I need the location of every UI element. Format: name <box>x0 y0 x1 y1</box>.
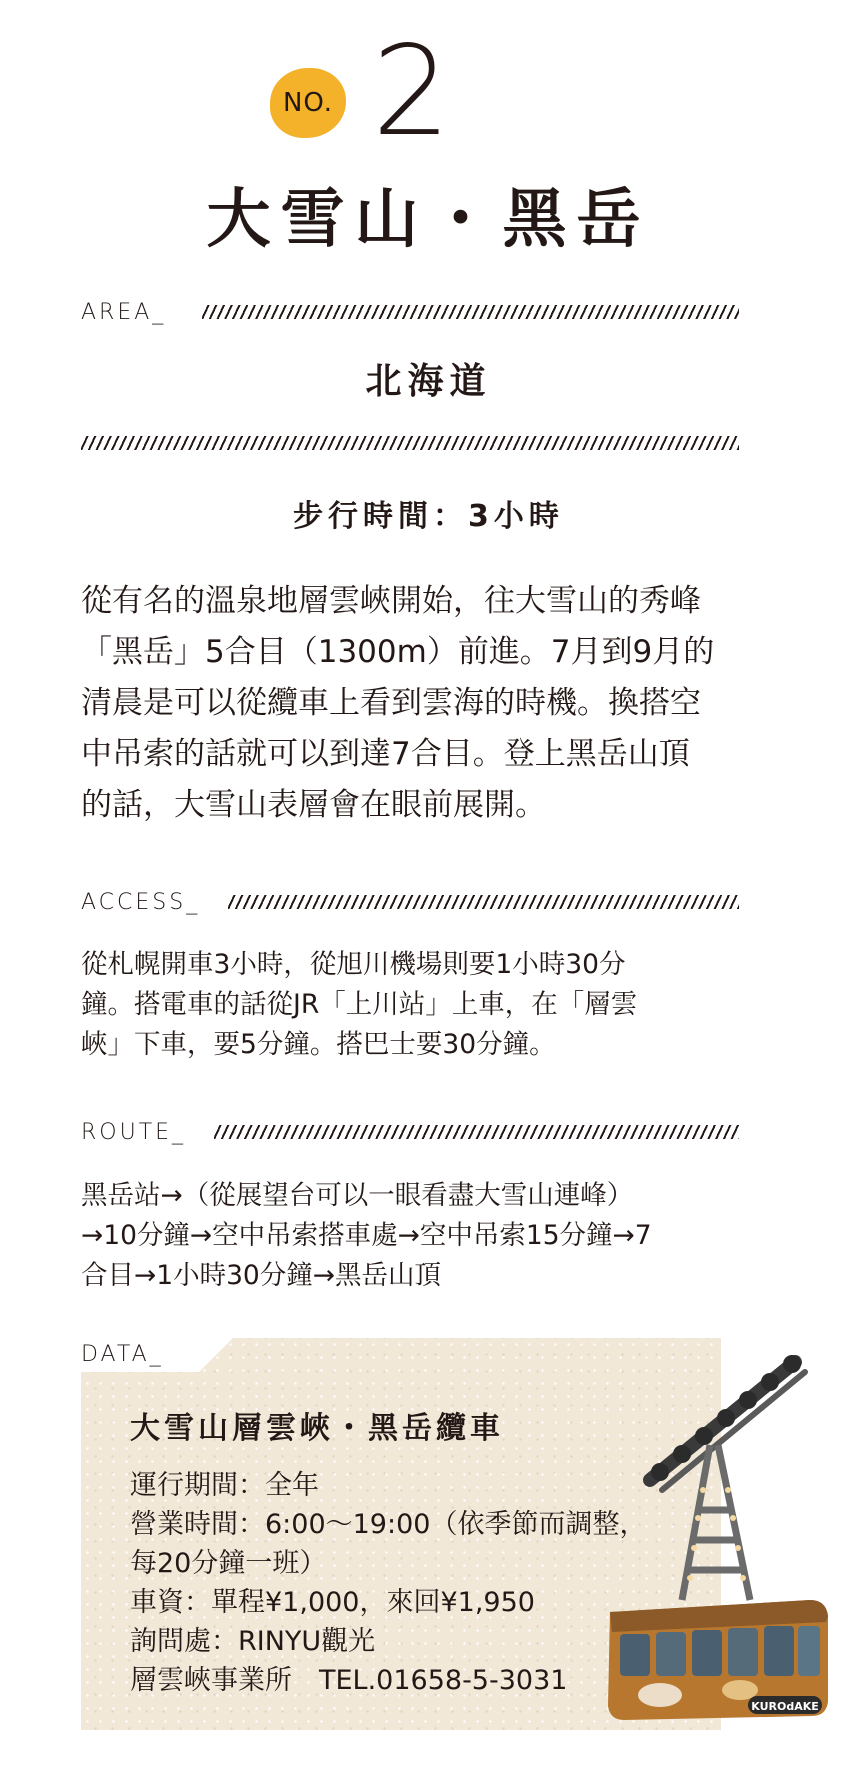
area-bottom-hatch-divider <box>81 436 739 450</box>
route-hatch-divider <box>214 1125 739 1139</box>
number-badge <box>270 68 346 138</box>
access-line: 峽」下車，要5分鐘。搭巴士要30分鐘。 <box>81 1029 556 1060</box>
access-label: ACCESS_ <box>81 890 201 915</box>
access-info <box>81 945 741 1065</box>
description-line: 從有名的溫泉地層雲峽開始，往大雪山的秀峰 <box>81 583 701 619</box>
ropeway-pulley-arm <box>650 1355 805 1490</box>
area-hatch-divider <box>202 305 739 319</box>
data-line: 層雲峽事業所 TEL.01658-5-3031 <box>130 1665 568 1696</box>
description-line: 的話，大雪山表層會在眼前展開。 <box>81 787 546 823</box>
data-line: 車資：單程¥1,000，來回¥1,950 <box>130 1587 535 1618</box>
page-title: 大雪山・黑岳 <box>206 183 651 257</box>
description-line: 中吊索的話就可以到達7合目。登上黑岳山頂 <box>81 736 690 772</box>
data-label: DATA_ <box>81 1342 164 1367</box>
description <box>81 576 741 831</box>
route-line: 合目→1小時30分鐘→黑岳山頂 <box>81 1260 441 1291</box>
route-line: 黑岳站→（從展望台可以一眼看盡大雪山連峰） <box>81 1180 634 1211</box>
access-line: 鐘。搭電車的話從JR「上川站」上車，在「層雲 <box>81 989 638 1020</box>
route-line: →10分鐘→空中吊索搭車處→空中吊索15分鐘→7 <box>81 1220 652 1251</box>
walking-time: 步行時間：3小時 <box>293 499 564 534</box>
ropeway-sign-text: KUROdAKE <box>751 1700 819 1713</box>
access-hatch-divider <box>228 895 739 909</box>
entry-number: 2 <box>372 20 451 164</box>
data-line: 詢問處：RINYU觀光 <box>130 1626 376 1657</box>
number-badge-label: NO. <box>282 88 334 118</box>
data-line: 每20分鐘一班） <box>130 1548 327 1579</box>
ropeway-car-body <box>608 1600 828 1720</box>
data-line: 運行期間：全年 <box>130 1470 319 1501</box>
data-title: 大雪山層雲峽・黑岳纜車 <box>130 1411 504 1446</box>
route-info <box>81 1176 741 1296</box>
data-line: 營業時間：6:00～19:00（依季節而調整， <box>130 1509 647 1540</box>
description-line: 「黑岳」5合目（1300m）前進。7月到9月的 <box>81 634 715 670</box>
route-label: ROUTE_ <box>81 1120 187 1145</box>
ropeway-car-illustration <box>590 1350 840 1730</box>
description-line: 清晨是可以從纜車上看到雲海的時機。換搭空 <box>81 685 701 721</box>
access-line: 從札幌開車3小時，從旭川機場則要1小時30分 <box>81 949 626 980</box>
area-label: AREA_ <box>81 300 167 325</box>
area-value: 北海道 <box>365 361 492 402</box>
